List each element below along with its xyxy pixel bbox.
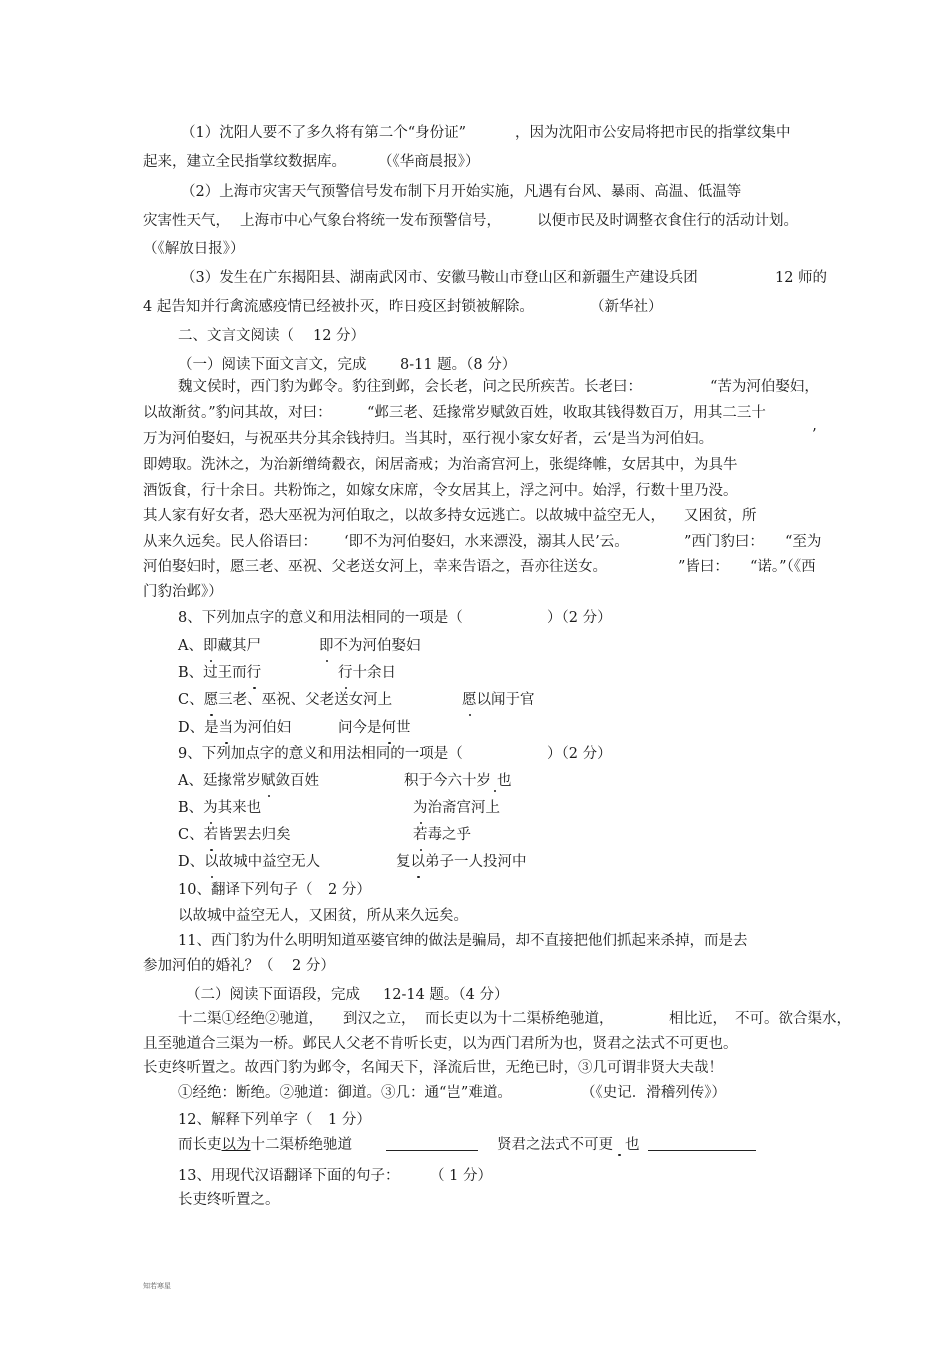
q9-a-right-pre: 积于今六十岁: [404, 773, 491, 789]
q8-option-a-right: [319, 637, 421, 655]
part-2-notes: ①经绝：断绝。②驰道：御道。③几：通“岂”难道。: [178, 1085, 512, 1101]
q9-b-label: B、: [178, 800, 204, 816]
q13-score: （ 1 分）: [430, 1168, 492, 1184]
q9-option-b: [178, 799, 261, 817]
q11-line-1: 11、西门豹为什么明明知道巫婆官绅的做法是骗局，却不直接把他们抓起来杀掉，而是去: [178, 933, 748, 949]
q8-b-dotted: 行: [246, 665, 262, 681]
q8-d-label: D、: [178, 720, 205, 736]
q8-c-dotted: 愿: [203, 692, 219, 708]
news-item-2-part-b: 灾害性天气，: [143, 213, 230, 229]
q13-stem: 13、用现代汉语翻译下面的句子：: [178, 1168, 400, 1184]
part-2-heading: （二）阅读下面语段，完成: [186, 987, 360, 1003]
q13-sentence: 长吏终听置之。: [178, 1192, 280, 1208]
q9-a-dotted: 赋: [260, 773, 276, 789]
passage-line-7b: ‘即不为河伯娶妇，水来漂没，溺其人民’云。: [344, 534, 629, 550]
q9-c-label: C、: [178, 827, 204, 843]
q9-a-right-text: 也: [497, 773, 512, 789]
part-2-line-1c: 而长吏以为十二渠桥绝驰道，: [425, 1011, 614, 1027]
q12-score: 1 分）: [328, 1112, 371, 1128]
q9-c-right-text: 毒之乎: [427, 827, 471, 843]
q9-d-right-dotted: 以: [410, 854, 425, 870]
news-item-2-part-a: （2）上海市灾害天气预警信号发布制下月开始实施，凡遇有台风、暴雨、高温、低温等: [181, 184, 742, 200]
part-2-range: 12-14 题。（4 分）: [383, 987, 509, 1003]
part-2-source: （《史记．滑稽列传》）: [581, 1085, 726, 1101]
q8-b-label: B、: [178, 665, 204, 681]
q12-p2-pre: 贤君之法式不可更: [497, 1137, 613, 1153]
q9-d-dotted: 以: [204, 854, 219, 870]
passage-line-4: 即娉取。洗沐之，为治新缯绮縠衣，闲居斋戒；为治斋宫河上，张缇绛帷，女居其中，为具牛: [143, 457, 738, 473]
passage-line-3b: ’: [812, 427, 817, 443]
q9-stem: 9、下列加点字的意义和用法相同的一项是（: [178, 746, 463, 762]
q8-c-label: C、: [178, 692, 204, 708]
passage-line-8a: 河伯娶妇时，愿三老、巫祝、父老送女河上，幸来告语之，吾亦往送女。: [143, 559, 607, 575]
q8-c-right-text: 以闻于官: [476, 692, 535, 708]
q8-c-text: 三老、巫祝、父老送女河上: [218, 692, 393, 708]
q8-option-a: [178, 637, 261, 655]
news-item-3-part-b: 12 师的: [775, 270, 828, 286]
q9-b-dotted: 为: [203, 800, 218, 816]
passage-line-1b: “苦为河伯娶妇，: [710, 379, 819, 395]
news-item-2-part-d: 以便市民及时调整衣食住行的活动计划。: [537, 213, 798, 229]
q9-option-d: [178, 853, 320, 871]
q8-b-pre: 过王而: [203, 665, 247, 681]
q12-phrase-2: [497, 1136, 640, 1154]
q11-line-2: 参加河伯的婚礼？（: [143, 958, 274, 974]
news-item-1-source: （《华商晨报》）: [378, 154, 480, 170]
passage-line-7c: ”西门豹曰：: [684, 534, 764, 550]
q8-option-d-right: [338, 719, 411, 737]
q12-p1-pre: 而长吏: [178, 1137, 222, 1153]
news-item-1-part-b: ，因为沈阳市公安局将把市民的指掌纹集中: [515, 125, 791, 141]
q8-d-dotted: 当: [218, 720, 234, 736]
q9-b-text: 其来也: [217, 800, 262, 816]
q9-option-c-right: [413, 826, 471, 844]
part-2-line-1e: 不可。欲合渠水，: [735, 1011, 851, 1027]
q9-option-c: [178, 826, 291, 844]
q12-p2-text: 也: [625, 1137, 640, 1153]
q9-d-right-text: 弟子一人投河中: [425, 854, 527, 870]
part-2-line-1b: 到汉之立，: [343, 1011, 416, 1027]
news-item-3-part-a: （3）发生在广东揭阳县、湖南武冈市、安徽马鞍山市登山区和新疆生产建设兵团: [181, 270, 698, 286]
q8-d-right-text: 世: [396, 720, 411, 736]
q8-d-text: 为河伯妇: [233, 720, 292, 736]
q8-option-d: [178, 719, 291, 737]
section-2-heading: 二、文言文阅读（: [178, 328, 294, 344]
q8-option-b: [178, 664, 261, 682]
q8-d-right-dotted: 何: [381, 720, 396, 736]
q9-score: ）（2 分）: [547, 746, 612, 762]
q12-answer-blank-2[interactable]: [648, 1136, 756, 1151]
q9-a-pre: 廷掾常岁: [202, 773, 261, 789]
q12-phrase-1: [178, 1136, 352, 1154]
q12-p1-underlined: 以为: [221, 1137, 251, 1153]
q9-b-right-text: 治斋宫河上: [427, 800, 500, 816]
q9-d-right-pre: 复: [396, 854, 411, 870]
q9-d-text: 故城中益空无人: [218, 854, 321, 870]
q8-a-right-text: 不为河伯娶妇: [333, 638, 421, 654]
q10-stem: 10、翻译下列句子（: [178, 882, 313, 898]
news-item-1-part-a: （1）沈阳人要不了多久将有第二个“身份证”: [181, 125, 467, 141]
q12-p1-text: 十二渠桥绝驰道: [250, 1137, 352, 1153]
passage-line-7d: “至为: [785, 534, 822, 550]
passage-line-2a: 以故渐贫。”豹问其故，对曰：: [143, 405, 332, 421]
passage-line-7a: 从来久远矣。民人俗语曰：: [143, 534, 317, 550]
passage-line-3a: 万为河伯娶妇，与祝巫共分其余钱持归。当其时，巫行视小家女好者，云‘是当为河伯妇。: [143, 431, 714, 447]
q8-option-c: [178, 691, 392, 709]
news-item-1-part-c: 起来，建立全民指掌纹数据库。: [143, 154, 346, 170]
part-1-range: 8-11 题。（8 分）: [400, 357, 517, 373]
q8-a-label: A、: [178, 638, 203, 654]
news-item-2-source: （《解放日报》）: [143, 241, 245, 257]
section-2-score: 12 分）: [313, 328, 366, 344]
q9-option-d-right: [396, 853, 527, 871]
q11-score: 2 分）: [292, 958, 335, 974]
news-item-3-part-c: 4 起告知并行禽流感疫情已经被扑灭，昨日疫区封锁被解除。: [143, 299, 534, 315]
q8-a-dotted: 即: [202, 638, 218, 654]
news-item-2-part-c: 上海市中心气象台将统一发布预警信号，: [240, 213, 501, 229]
news-item-3-source: （新华社）: [590, 299, 663, 315]
q9-c-text: 皆罢去归矣: [218, 827, 291, 843]
q8-score: ）（2 分）: [547, 610, 612, 626]
part-2-line-2: 且至驰道合三渠为一桥。邺民人父老不肯听长吏，以为西门君所为也，贤君之法式不可更也。: [143, 1036, 738, 1052]
passage-line-2b: “邺三老、廷掾常岁赋敛百姓，收取其钱得数百万，用其二三十: [367, 405, 766, 421]
q9-option-b-right: [413, 799, 500, 817]
part-2-line-1d: 相比近，: [669, 1011, 727, 1027]
q9-d-label: D、: [178, 854, 205, 870]
q8-option-c-right: [462, 691, 535, 709]
q8-d-right-pre: 问今是: [338, 720, 382, 736]
q8-b-right-text: 十余日: [352, 665, 396, 681]
passage-line-6b: 又困贫，所: [684, 508, 757, 524]
q9-c-right-dotted: 若: [413, 827, 428, 843]
q8-a-right-dotted: 即: [319, 638, 334, 654]
passage-line-5: 酒饭食，行十余日。共粉饰之，如嫁女床席，令女居其上，浮之河中。始浮，行数十里乃没。: [143, 483, 738, 499]
q10-score: 2 分）: [328, 882, 371, 898]
q8-c-right-dotted: 愿: [462, 692, 477, 708]
q12-stem: 12、解释下列单字（: [178, 1112, 313, 1128]
q9-a-label: A、: [178, 773, 203, 789]
part-2-line-1a: 十二渠①经绝②驰道，: [178, 1011, 323, 1027]
passage-line-8c: “诺。”（《西: [750, 559, 816, 575]
part-2-line-3: 长吏终听置之。故西门豹为邺令，名闻天下，泽流后世，无绝已时，③几可谓非贤大夫哉！: [143, 1060, 723, 1076]
q8-option-b-right: [338, 664, 396, 682]
q8-a-text: 藏其尸: [217, 638, 261, 654]
q8-stem: 8、下列加点字的意义和用法相同的一项是（: [178, 610, 463, 626]
q8-b-right-dotted: 行: [338, 665, 353, 681]
part-1-heading: （一）阅读下面文言文，完成: [178, 357, 367, 373]
q10-sentence: 以故城中益空无人，又困贫，所从来久远矣。: [178, 908, 468, 924]
q9-a-text: 敛百姓: [275, 773, 319, 789]
passage-line-9: 门豹治邺》）: [143, 584, 223, 600]
q9-option-a-right: [404, 772, 512, 790]
q8-d-pre: 是: [204, 720, 219, 736]
passage-line-6a: 其人家有好女者，恐大巫祝为河伯取之，以故多持女远逃亡。以故城中益空无人，: [143, 508, 665, 524]
q12-answer-blank-1[interactable]: [386, 1136, 478, 1151]
passage-line-1a: 魏文侯时，西门豹为邺令。豹往到邺，会长老，问之民所疾苦。长老曰：: [178, 379, 642, 395]
passage-line-8b: ”皆曰：: [678, 559, 729, 575]
q9-c-dotted: 若: [203, 827, 219, 843]
q9-b-right-dotted: 为: [413, 800, 428, 816]
q9-option-a: [178, 772, 319, 790]
footer-text: 知若寒星: [143, 1282, 171, 1290]
